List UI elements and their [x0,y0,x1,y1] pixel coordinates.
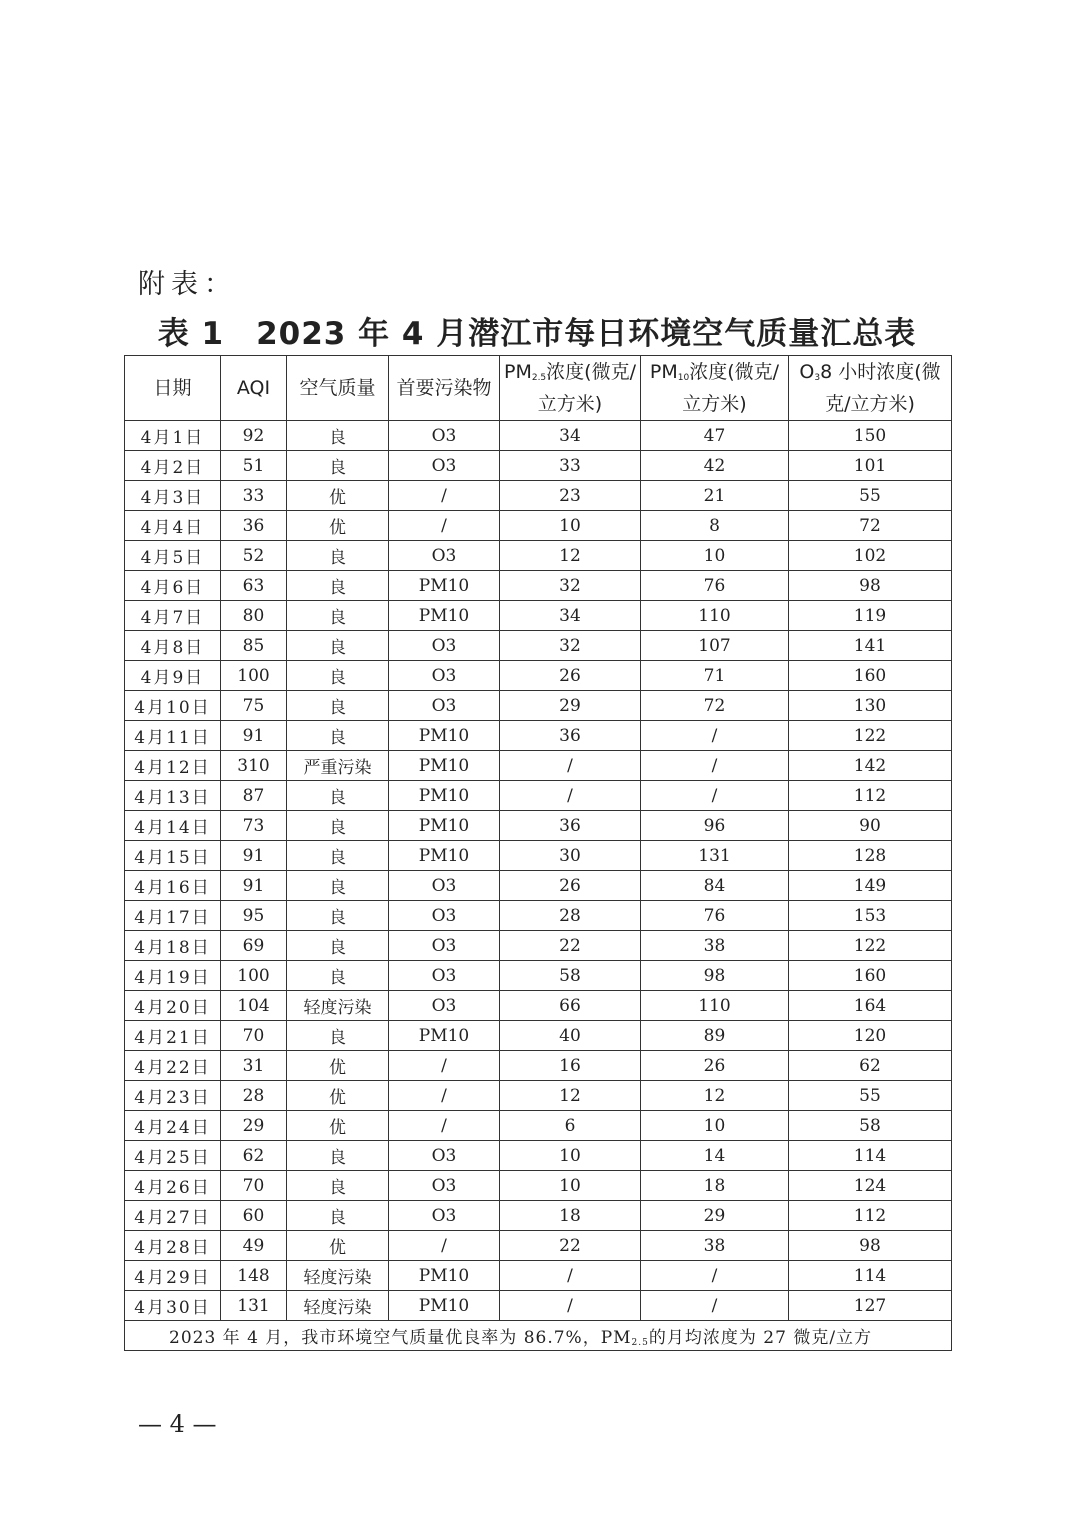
cell-pm10: 76 [641,901,789,931]
summary-cell [125,1321,952,1351]
cell-o3: 72 [789,511,952,541]
table-row [125,601,952,631]
cell-pm10: / [641,1291,789,1321]
cell-quality: 优 [287,1051,389,1081]
header-pm25 [500,356,641,421]
cell-date: 4月23日 [125,1081,221,1111]
table-row [125,751,952,781]
cell-aqi: 100 [221,661,287,691]
cell-pm25: 22 [500,931,641,961]
header-pollutant: 首要污染物 [389,356,500,421]
cell-date: 4月5日 [125,541,221,571]
cell-pollutant: PM10 [389,721,500,751]
cell-pm10: 29 [641,1201,789,1231]
cell-o3: 112 [789,781,952,811]
cell-quality: 良 [287,841,389,871]
cell-pm25: 32 [500,571,641,601]
summary-text-2: 的月均浓度为 27 微克/立方 [648,1328,873,1348]
cell-date: 4月2日 [125,451,221,481]
table-row [125,1051,952,1081]
cell-pm10: 131 [641,841,789,871]
cell-aqi: 73 [221,811,287,841]
cell-aqi: 31 [221,1051,287,1081]
cell-pm25: 30 [500,841,641,871]
table-row [125,1231,952,1261]
cell-pm25: / [500,781,641,811]
cell-aqi: 100 [221,961,287,991]
cell-pm10: / [641,1261,789,1291]
cell-quality: 良 [287,931,389,961]
cell-pm10: 10 [641,541,789,571]
header-pm25-suffix: 浓度(微克/立方米) [537,361,636,415]
cell-pm25: 22 [500,1231,641,1261]
cell-aqi: 36 [221,511,287,541]
cell-o3: 142 [789,751,952,781]
cell-date: 4月25日 [125,1141,221,1171]
cell-pm10: 38 [641,931,789,961]
cell-date: 4月1日 [125,421,221,451]
cell-date: 4月30日 [125,1291,221,1321]
table-row [125,571,952,601]
cell-pollutant: O3 [389,541,500,571]
summary-text-1: 2023 年 4 月，我市环境空气质量优良率为 86.7%，PM [169,1328,632,1348]
cell-date: 4月26日 [125,1171,221,1201]
summary-sub: 2.5 [631,1338,649,1348]
cell-aqi: 29 [221,1111,287,1141]
cell-aqi: 62 [221,1141,287,1171]
cell-pollutant: O3 [389,691,500,721]
cell-quality: 优 [287,511,389,541]
cell-pm25: 29 [500,691,641,721]
cell-aqi: 49 [221,1231,287,1261]
cell-pm10: 8 [641,511,789,541]
cell-pollutant: O3 [389,661,500,691]
cell-o3: 153 [789,901,952,931]
cell-pm25: 12 [500,541,641,571]
table-row [125,451,952,481]
cell-o3: 128 [789,841,952,871]
cell-pm25: 18 [500,1201,641,1231]
cell-quality: 优 [287,1231,389,1261]
cell-date: 4月13日 [125,781,221,811]
cell-o3: 102 [789,541,952,571]
cell-pollutant: / [389,1111,500,1141]
cell-date: 4月14日 [125,811,221,841]
cell-pm25: 36 [500,811,641,841]
cell-pm25: 33 [500,451,641,481]
cell-aqi: 75 [221,691,287,721]
table-row [125,1171,952,1201]
cell-pollutant: PM10 [389,1261,500,1291]
cell-aqi: 28 [221,1081,287,1111]
cell-pm25: 66 [500,991,641,1021]
cell-pm10: 110 [641,601,789,631]
cell-pm25: 34 [500,421,641,451]
cell-pm10: 110 [641,991,789,1021]
cell-quality: 优 [287,481,389,511]
cell-quality: 良 [287,631,389,661]
cell-pm10: 72 [641,691,789,721]
cell-pm10: 84 [641,871,789,901]
cell-aqi: 51 [221,451,287,481]
cell-aqi: 87 [221,781,287,811]
table-row [125,991,952,1021]
cell-date: 4月9日 [125,661,221,691]
table-row [125,721,952,751]
cell-date: 4月10日 [125,691,221,721]
aqi-table [124,355,952,1351]
table-row [125,1021,952,1051]
cell-pollutant: O3 [389,871,500,901]
cell-pollutant: O3 [389,991,500,1021]
table-row [125,901,952,931]
cell-pm25: / [500,1291,641,1321]
cell-aqi: 92 [221,421,287,451]
cell-date: 4月29日 [125,1261,221,1291]
cell-quality: 良 [287,1141,389,1171]
cell-pm10: 38 [641,1231,789,1261]
header-quality: 空气质量 [287,356,389,421]
header-pm10-sub: 10 [677,373,690,383]
cell-pm25: / [500,751,641,781]
cell-pollutant: O3 [389,421,500,451]
cell-pm25: 32 [500,631,641,661]
cell-pm25: 23 [500,481,641,511]
cell-aqi: 104 [221,991,287,1021]
cell-o3: 119 [789,601,952,631]
cell-o3: 58 [789,1111,952,1141]
cell-date: 4月7日 [125,601,221,631]
header-o3-suffix: 8 小时浓度(微克/立方米) [820,361,941,415]
cell-pollutant: / [389,1231,500,1261]
cell-pollutant: O3 [389,1171,500,1201]
cell-pm25: 6 [500,1111,641,1141]
cell-quality: 良 [287,661,389,691]
summary-row [125,1321,952,1351]
cell-pollutant: O3 [389,631,500,661]
cell-pm10: 76 [641,571,789,601]
cell-o3: 124 [789,1171,952,1201]
cell-pollutant: / [389,1051,500,1081]
cell-pollutant: O3 [389,1141,500,1171]
cell-pm10: 71 [641,661,789,691]
cell-pollutant: PM10 [389,571,500,601]
cell-aqi: 69 [221,931,287,961]
header-pm25-sub: 2.5 [531,373,547,383]
cell-quality: 良 [287,961,389,991]
cell-pollutant: O3 [389,931,500,961]
cell-date: 4月6日 [125,571,221,601]
cell-pm25: 26 [500,871,641,901]
cell-quality: 良 [287,601,389,631]
table-row [125,1141,952,1171]
cell-date: 4月22日 [125,1051,221,1081]
cell-o3: 55 [789,481,952,511]
cell-quality: 轻度污染 [287,991,389,1021]
cell-date: 4月17日 [125,901,221,931]
header-o3 [789,356,952,421]
table-row [125,781,952,811]
cell-pm10: / [641,781,789,811]
table-row [125,511,952,541]
cell-pollutant: O3 [389,1201,500,1231]
cell-o3: 130 [789,691,952,721]
cell-pollutant: PM10 [389,601,500,631]
cell-pm10: 18 [641,1171,789,1201]
table-row [125,841,952,871]
cell-quality: 轻度污染 [287,1291,389,1321]
cell-pm10: 42 [641,451,789,481]
table-row [125,931,952,961]
cell-pollutant: PM10 [389,841,500,871]
cell-date: 4月8日 [125,631,221,661]
cell-quality: 良 [287,421,389,451]
table-row [125,541,952,571]
cell-pm25: 26 [500,661,641,691]
table-header-row [125,356,952,421]
table-row [125,661,952,691]
cell-pollutant: PM10 [389,781,500,811]
cell-date: 4月27日 [125,1201,221,1231]
cell-pm25: 10 [500,1141,641,1171]
cell-quality: 良 [287,721,389,751]
cell-quality: 良 [287,781,389,811]
cell-aqi: 63 [221,571,287,601]
cell-date: 4月12日 [125,751,221,781]
header-o3-prefix: O [799,361,815,383]
cell-aqi: 148 [221,1261,287,1291]
cell-o3: 122 [789,721,952,751]
cell-o3: 164 [789,991,952,1021]
cell-o3: 98 [789,1231,952,1261]
cell-date: 4月18日 [125,931,221,961]
cell-pm25: 10 [500,511,641,541]
cell-aqi: 60 [221,1201,287,1231]
table-row [125,811,952,841]
cell-pm25: 16 [500,1051,641,1081]
cell-pm25: 28 [500,901,641,931]
header-pm10 [641,356,789,421]
cell-o3: 150 [789,421,952,451]
cell-o3: 62 [789,1051,952,1081]
cell-date: 4月24日 [125,1111,221,1141]
cell-date: 4月28日 [125,1231,221,1261]
cell-pm10: 89 [641,1021,789,1051]
cell-pollutant: / [389,481,500,511]
cell-o3: 141 [789,631,952,661]
table-row [125,1081,952,1111]
cell-pm25: 12 [500,1081,641,1111]
cell-o3: 160 [789,961,952,991]
cell-pm10: / [641,751,789,781]
page-number: — 4 — [138,1410,217,1438]
cell-pollutant: PM10 [389,1021,500,1051]
header-pm25-prefix: PM [503,361,532,383]
cell-o3: 149 [789,871,952,901]
cell-o3: 120 [789,1021,952,1051]
cell-quality: 良 [287,1171,389,1201]
table-row [125,691,952,721]
cell-aqi: 80 [221,601,287,631]
table-title: 表 1 2023 年 4 月潜江市每日环境空气质量汇总表 [157,316,917,352]
cell-o3: 55 [789,1081,952,1111]
header-aqi: AQI [221,356,287,421]
cell-pollutant: / [389,1081,500,1111]
cell-quality: 良 [287,541,389,571]
cell-date: 4月20日 [125,991,221,1021]
cell-pm10: 98 [641,961,789,991]
cell-pm10: 12 [641,1081,789,1111]
cell-date: 4月11日 [125,721,221,751]
cell-aqi: 70 [221,1171,287,1201]
table-row [125,1261,952,1291]
cell-aqi: 85 [221,631,287,661]
cell-pollutant: PM10 [389,751,500,781]
cell-aqi: 33 [221,481,287,511]
cell-o3: 122 [789,931,952,961]
cell-pm10: 96 [641,811,789,841]
table-row [125,961,952,991]
cell-quality: 良 [287,691,389,721]
cell-pollutant: PM10 [389,1291,500,1321]
cell-pm10: 10 [641,1111,789,1141]
cell-aqi: 70 [221,1021,287,1051]
cell-o3: 112 [789,1201,952,1231]
appendix-label: 附表： [138,269,237,300]
header-pm10-suffix: 浓度(微克/立方米) [682,361,780,415]
cell-quality: 轻度污染 [287,1261,389,1291]
cell-pm25: / [500,1261,641,1291]
cell-pm10: 47 [641,421,789,451]
header-o3-sub: 3 [814,373,821,383]
cell-quality: 严重污染 [287,751,389,781]
cell-date: 4月3日 [125,481,221,511]
cell-date: 4月16日 [125,871,221,901]
table-row [125,1291,952,1321]
cell-date: 4月19日 [125,961,221,991]
cell-aqi: 52 [221,541,287,571]
table-row [125,481,952,511]
cell-pm25: 34 [500,601,641,631]
cell-aqi: 91 [221,871,287,901]
table-body [125,421,952,1321]
cell-pm10: 14 [641,1141,789,1171]
cell-pm25: 58 [500,961,641,991]
cell-o3: 114 [789,1261,952,1291]
header-date: 日期 [125,356,221,421]
cell-quality: 良 [287,571,389,601]
table-row [125,871,952,901]
cell-quality: 良 [287,871,389,901]
cell-pm25: 10 [500,1171,641,1201]
cell-pollutant: O3 [389,901,500,931]
cell-quality: 优 [287,1111,389,1141]
cell-pollutant: / [389,511,500,541]
cell-quality: 良 [287,811,389,841]
cell-aqi: 95 [221,901,287,931]
header-pm10-prefix: PM [649,361,678,383]
table-row [125,1201,952,1231]
table-row [125,421,952,451]
cell-aqi: 131 [221,1291,287,1321]
cell-date: 4月15日 [125,841,221,871]
table-row [125,1111,952,1141]
cell-aqi: 91 [221,841,287,871]
cell-quality: 良 [287,1201,389,1231]
cell-pollutant: PM10 [389,811,500,841]
cell-quality: 良 [287,1021,389,1051]
cell-quality: 优 [287,1081,389,1111]
cell-o3: 160 [789,661,952,691]
cell-pollutant: O3 [389,961,500,991]
cell-o3: 127 [789,1291,952,1321]
cell-o3: 98 [789,571,952,601]
cell-quality: 良 [287,451,389,481]
cell-aqi: 91 [221,721,287,751]
cell-pm10: / [641,721,789,751]
cell-date: 4月21日 [125,1021,221,1051]
cell-o3: 90 [789,811,952,841]
cell-pm10: 107 [641,631,789,661]
cell-pm10: 21 [641,481,789,511]
cell-pm25: 40 [500,1021,641,1051]
cell-o3: 114 [789,1141,952,1171]
cell-pm25: 36 [500,721,641,751]
cell-quality: 良 [287,901,389,931]
cell-o3: 101 [789,451,952,481]
cell-pollutant: O3 [389,451,500,481]
cell-date: 4月4日 [125,511,221,541]
table-row [125,631,952,661]
cell-pm10: 26 [641,1051,789,1081]
cell-aqi: 310 [221,751,287,781]
